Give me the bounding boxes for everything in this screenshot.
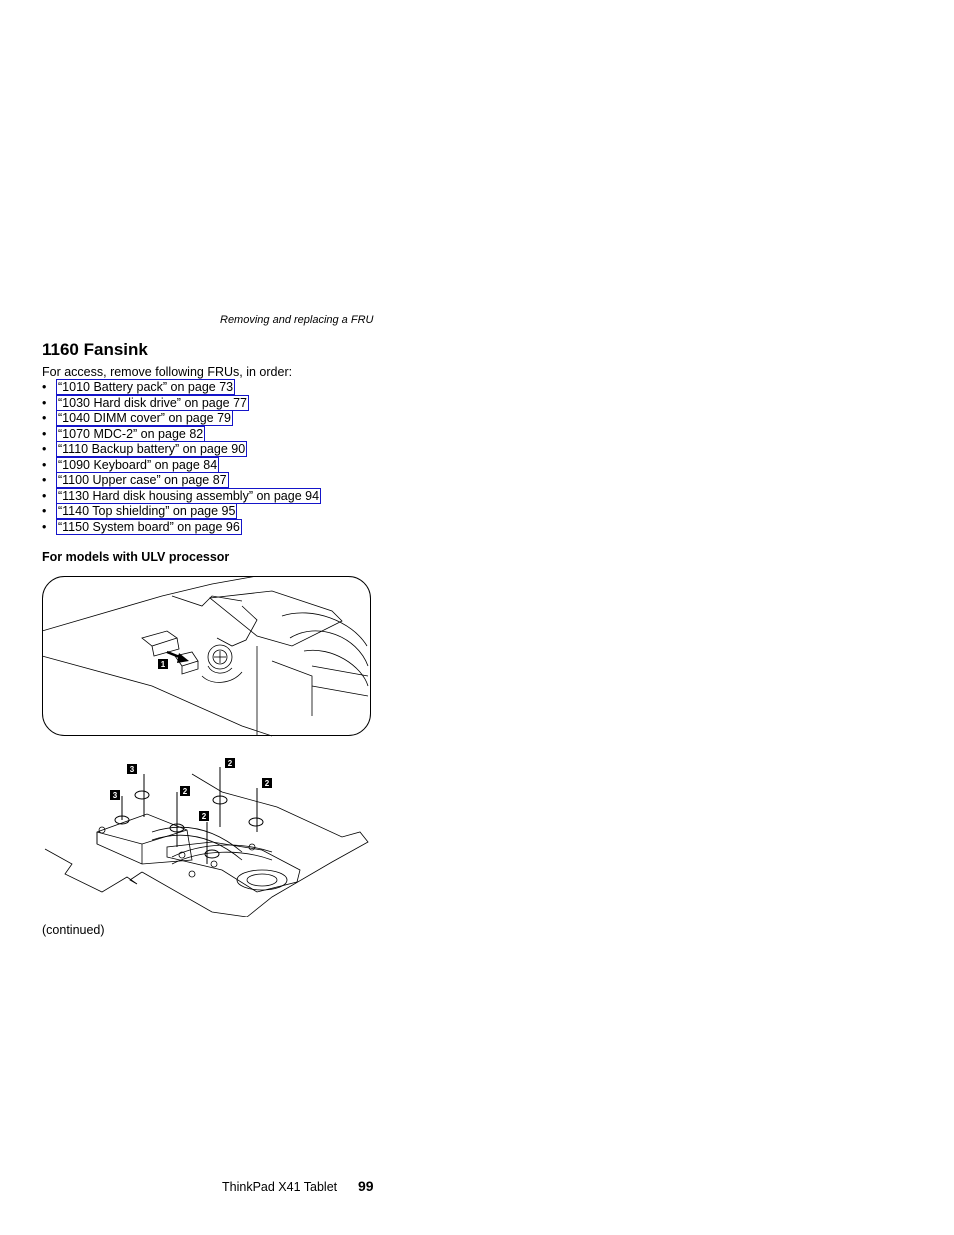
- list-item: [42, 520, 321, 536]
- list-item: [42, 473, 321, 489]
- list-item: [42, 427, 321, 443]
- continued-note: (continued): [42, 923, 105, 937]
- xref-link-top-shielding[interactable]: “1140 Top shielding” on page 95: [58, 504, 236, 518]
- xref-link-dimm-cover[interactable]: “1040 DIMM cover” on page 79: [58, 411, 232, 425]
- xref-link-hard-disk-drive[interactable]: “1030 Hard disk drive” on page 77: [58, 395, 248, 410]
- bullet: •: [42, 380, 47, 394]
- fansink-screws-illustration: [42, 752, 372, 917]
- xref-link-hard-disk-housing[interactable]: “1130 Hard disk housing assembly” on page 94: [58, 488, 320, 503]
- xref-link-backup-battery[interactable]: “1110 Backup battery” on page 90: [58, 442, 246, 456]
- bullet: •: [42, 395, 47, 410]
- callout-label: 2: [264, 779, 270, 788]
- bullet: •: [42, 442, 47, 456]
- bullet: •: [42, 519, 47, 534]
- callout-label: 3: [129, 765, 135, 774]
- bullet: •: [42, 473, 47, 487]
- callout-2a: [180, 786, 190, 796]
- subheading: For models with ULV processor: [42, 550, 230, 564]
- xref-link-battery-pack[interactable]: “1010 Battery pack” on page 73: [58, 380, 234, 394]
- xref-link-keyboard[interactable]: “1090 Keyboard” on page 84: [58, 457, 218, 472]
- bullet: •: [42, 411, 47, 425]
- section-title: 1160 Fansink: [42, 340, 148, 359]
- footer-book-title: ThinkPad X41 Tablet: [222, 1180, 338, 1194]
- callout-2d: [199, 811, 209, 821]
- list-item: [42, 442, 321, 458]
- list-item: [42, 504, 321, 520]
- bullet: •: [42, 457, 47, 472]
- list-item: [42, 489, 321, 505]
- xref-link-system-board[interactable]: “1150 System board” on page 96: [58, 519, 240, 534]
- list-item: [42, 380, 321, 396]
- callout-label: 2: [182, 787, 188, 796]
- xref-link-upper-case[interactable]: “1100 Upper case” on page 87: [58, 473, 227, 487]
- list-item: [42, 411, 321, 427]
- callout-1: [158, 659, 168, 669]
- callout-3b: [110, 790, 120, 800]
- callout-3a: [127, 764, 137, 774]
- callout-label: 3: [112, 791, 118, 800]
- bullet: •: [42, 488, 47, 503]
- callout-label: 2: [227, 759, 233, 768]
- xref-link-mdc-2[interactable]: “1070 MDC-2” on page 82: [58, 426, 204, 441]
- callout-2c: [262, 778, 272, 788]
- footer-page-number: 99: [358, 1178, 374, 1194]
- list-item: [42, 396, 321, 412]
- callout-label: 2: [201, 812, 207, 821]
- callout-label: 1: [160, 660, 166, 669]
- running-header: Removing and replacing a FRU: [220, 314, 374, 326]
- list-item: [42, 458, 321, 474]
- intro-text: For access, remove following FRUs, in order:: [42, 365, 293, 379]
- bullet: •: [42, 426, 47, 441]
- bullet: •: [42, 504, 47, 518]
- fan-connector-illustration: [42, 576, 372, 738]
- prerequisite-list: [42, 380, 321, 535]
- callout-2b: [225, 758, 235, 768]
